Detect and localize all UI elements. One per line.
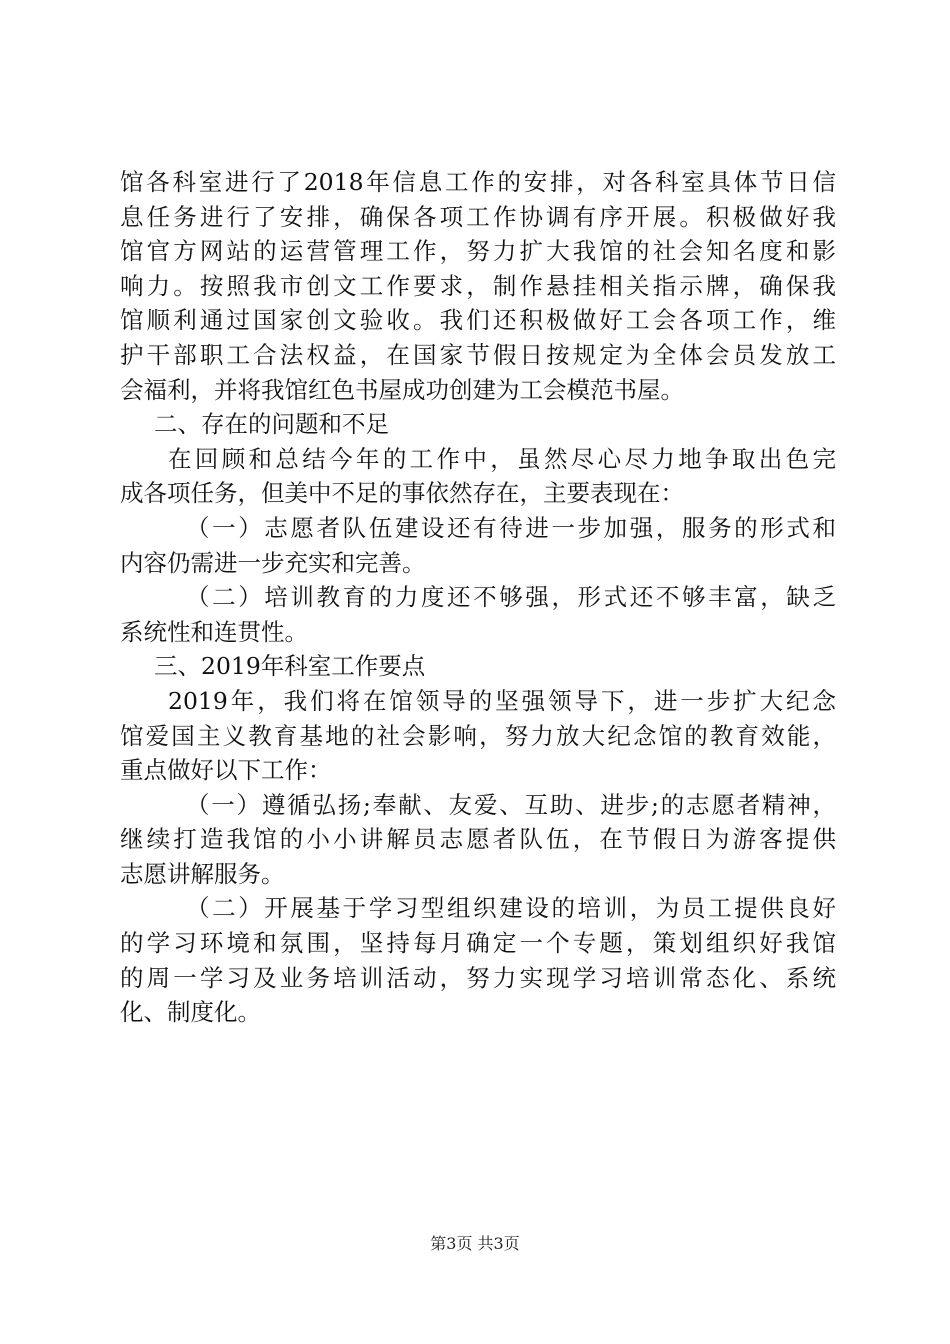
text-line: 馆官方网站的运营管理工作，努力扩大我馆的社会知名度和影 (120, 237, 836, 266)
page-number-footer: 第3页 共3页 (430, 1234, 520, 1253)
text-line: 的学习环境和氛围，坚持每月确定一个专题，策划组织好我馆 (120, 929, 836, 958)
text-line: 系统性和连贯性。 (120, 617, 308, 646)
text-line: 在回顾和总结今年的工作中，虽然尽心尽力地争取出色完 (168, 444, 836, 473)
text-line: 内容仍需进一步充实和完善。 (120, 548, 426, 577)
text-line: 继续打造我馆的小小讲解员志愿者队伍，在节假日为游客提供 (120, 825, 836, 854)
text-line: （一）志愿者队伍建设还有待进一步加强，服务的形式和 (186, 513, 836, 542)
document-body (120, 165, 836, 1030)
text-line: （二）培训教育的力度还不够强，形式还不够丰富，缺乏 (186, 583, 836, 612)
text-line: 2019年，我们将在馆领导的坚强领导下，进一步扩大纪念 (168, 686, 836, 715)
text-line: 成各项任务，但美中不足的事依然存在，主要表现在： (120, 479, 684, 508)
text-line: 馆各科室进行了2018年信息工作的安排，对各科室具体节日信 (120, 168, 836, 196)
text-line: 的周一学习及业务培训活动，努力实现学习培训常态化、系统 (120, 963, 836, 992)
section-heading: 二、存在的问题和不足 (154, 410, 389, 439)
text-line: 化、制度化。 (120, 998, 261, 1027)
text-line: 重点做好以下工作： (120, 756, 332, 785)
text-line: （一）遵循弘扬;奉献、友爱、互助、进步;的志愿者精神， (186, 790, 836, 819)
text-line: 会福利，并将我馆红色书屋成功创建为工会模范书屋。 (120, 375, 684, 404)
text-line: 志愿讲解服务。 (120, 859, 285, 888)
text-line: 馆顺利通过国家创文验收。我们还积极做好工会各项工作，维 (120, 306, 836, 335)
text-line: 护干部职工合法权益，在国家节假日按规定为全体会员发放工 (120, 340, 836, 369)
text-line: 响力。按照我市创文工作要求，制作悬挂相关指示牌，确保我 (120, 271, 836, 300)
text-line: 馆爱国主义教育基地的社会影响，努力放大纪念馆的教育效能， (120, 721, 836, 750)
text-line: 息任务进行了安排，确保各项工作协调有序开展。积极做好我 (120, 202, 836, 231)
text-line: （二）开展基于学习型组织建设的培训，为员工提供良好 (186, 894, 836, 923)
section-heading: 三、2019年科室工作要点 (154, 652, 426, 681)
